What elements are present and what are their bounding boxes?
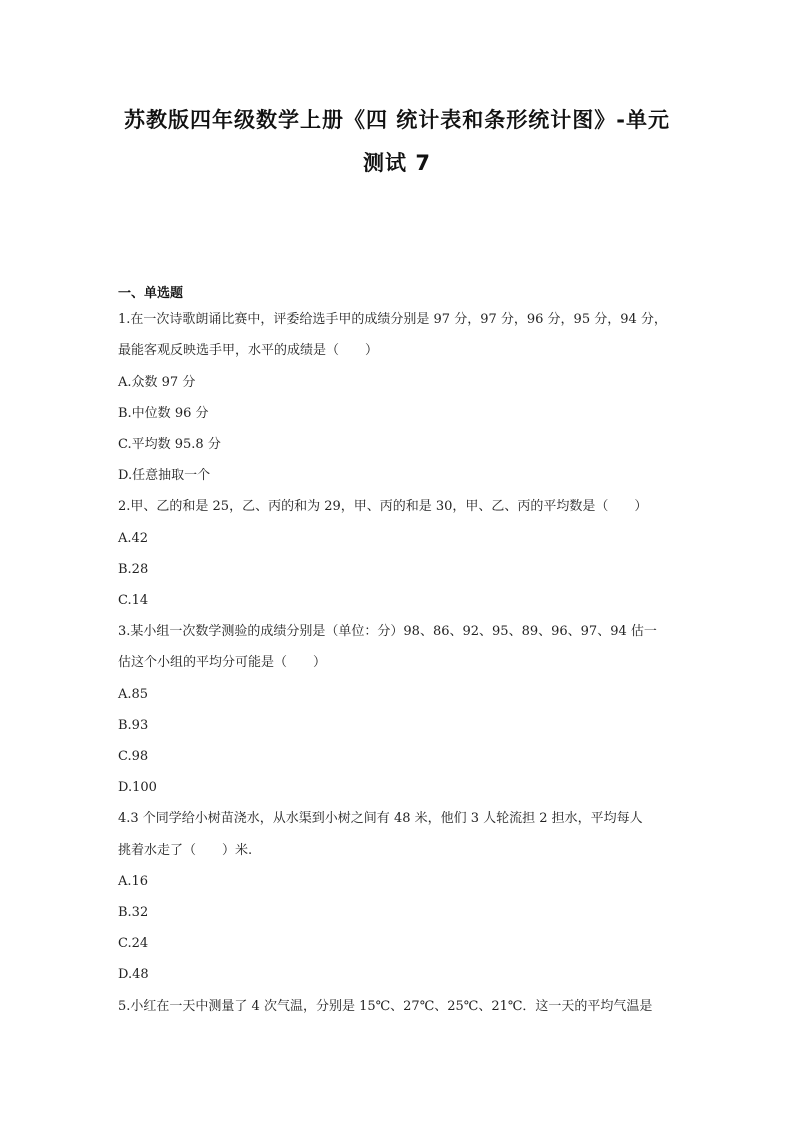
question-2-option-b: B.28 [118,562,149,577]
question-2-option-a: A.42 [118,531,149,546]
question-1-option-a: A.众数 97 分 [118,375,196,390]
question-3-option-d: D.100 [118,780,157,795]
question-1-stem-line-1: 1.在一次诗歌朗诵比赛中，评委给选手甲的成绩分别是 97 分，97 分，96 分，95 分，94 分， [118,312,667,327]
question-1-option-d: D.任意抽取一个 [118,468,211,483]
section-heading: 一、单选题 [118,286,184,301]
question-3-option-b: B.93 [118,718,149,733]
question-3-option-a: A.85 [118,687,149,702]
question-4-stem-line-1: 4.3 个同学给小树苗浇水，从水渠到小树之间有 48 米，他们 3 人轮流担 2 担水，平均每人 [118,811,643,826]
question-4-option-b: B.32 [118,905,149,920]
question-5-stem-line-1: 5.小红在一天中测量了 4 次气温，分别是 15℃、27℃、25℃、21℃．这一天的平均气温是 [118,999,653,1014]
question-1-option-c: C.平均数 95.8 分 [118,437,221,452]
question-4-option-a: A.16 [118,874,149,889]
question-4-option-c: C.24 [118,936,149,951]
question-3-stem-line-1: 3.某小组一次数学测验的成绩分别是（单位：分）98、86、92、95、89、96、97、94 估一 [118,624,657,639]
question-2-stem-line-1: 2.甲、乙的和是 25，乙、丙的和为 29，甲、丙的和是 30，甲、乙、丙的平均数是（ ） [118,499,648,514]
question-4-stem-line-2: 挑着水走了（ ）米. [118,843,253,858]
question-1-option-b: B.中位数 96 分 [118,406,209,421]
question-3-option-c: C.98 [118,749,149,764]
document-title-line-2: 测试 7 [363,151,431,175]
question-1-stem-line-2: 最能客观反映选手甲，水平的成绩是（ ） [118,343,379,358]
question-3-stem-line-2: 估这个小组的平均分可能是（ ） [118,655,327,670]
question-4-option-d: D.48 [118,967,149,982]
document-title-line-1: 苏教版四年级数学上册《四 统计表和条形统计图》-单元 [123,108,671,132]
question-2-option-c: C.14 [118,593,149,608]
